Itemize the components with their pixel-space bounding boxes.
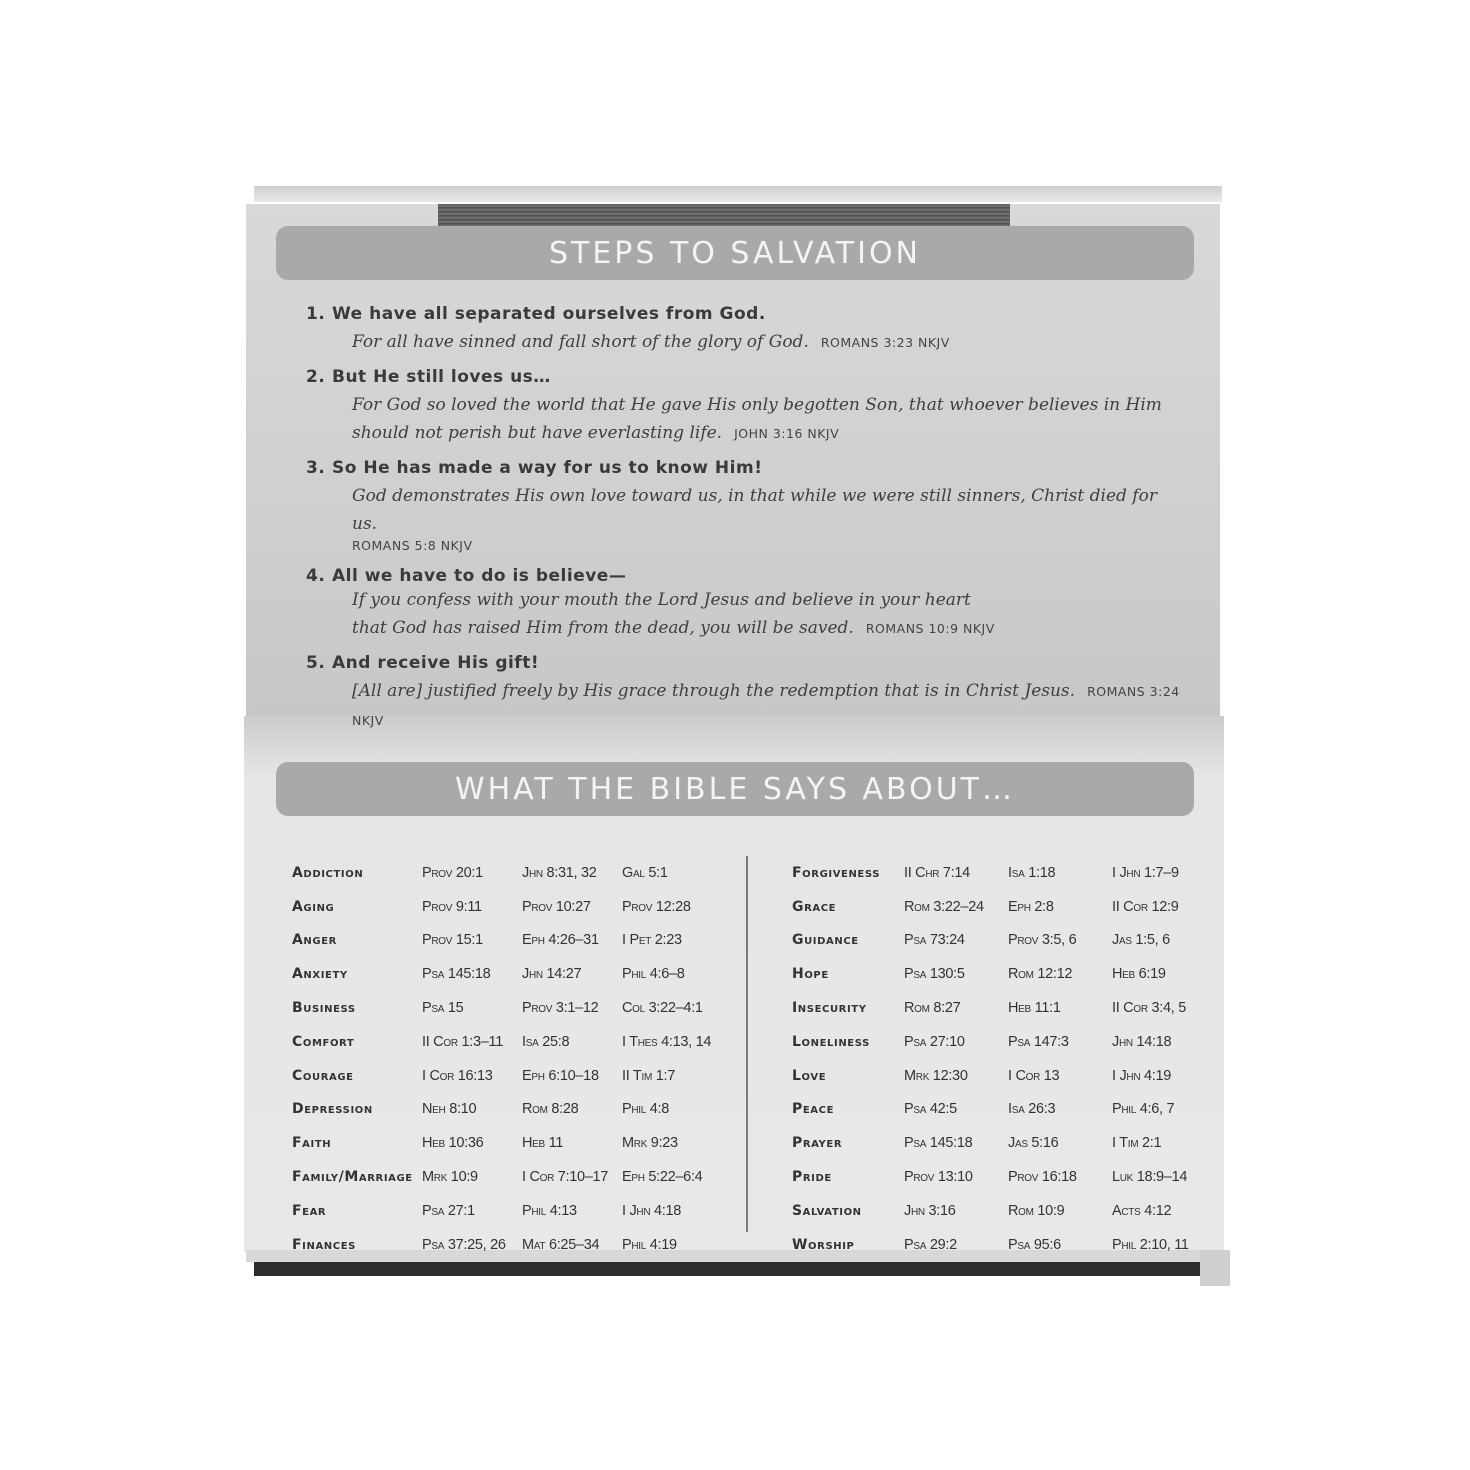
topic-row xyxy=(792,1160,1216,1194)
scripture-reference: Isa 25:8 xyxy=(522,1033,570,1050)
scripture-reference: Mat 6:25–34 xyxy=(522,1236,600,1253)
topic-name: Pride xyxy=(792,1169,832,1186)
scripture-reference: Prov 12:28 xyxy=(622,898,691,915)
scripture-reference: I Tim 2:1 xyxy=(1112,1135,1162,1152)
topic-row xyxy=(792,1228,1216,1262)
step-heading xyxy=(306,367,1186,387)
topic-row xyxy=(792,1059,1216,1093)
column-divider xyxy=(746,856,748,1232)
topic-row xyxy=(292,1059,722,1093)
verse xyxy=(306,482,1186,554)
scripture-reference: Jas 5:16 xyxy=(1008,1135,1059,1152)
scripture-reference: I Thes 4:13, 14 xyxy=(622,1033,712,1050)
scripture-reference: I Jhn 1:7–9 xyxy=(1112,864,1179,881)
scripture-reference: Rom 8:28 xyxy=(522,1101,579,1118)
verse-line: If you confess with your mouth the Lord Jesus and believe in your heart xyxy=(352,590,971,610)
scripture-reference: Eph 6:10–18 xyxy=(522,1067,599,1084)
topic-name: Forgiveness xyxy=(792,864,881,881)
scripture-reference: I Cor 7:10–17 xyxy=(522,1169,609,1186)
scripture-reference: Col 3:22–4:1 xyxy=(622,1000,703,1017)
scripture-reference: Jhn 14:18 xyxy=(1112,1033,1172,1050)
topic-name: Family/Marriage xyxy=(292,1169,413,1186)
verse-line: God demonstrates His own love toward us, in that while we were still sinners, Christ died for us. xyxy=(352,486,1157,534)
scripture-reference: Mrk 12:30 xyxy=(904,1067,968,1084)
step-heading-text: So He has made a way for us to know Him! xyxy=(332,458,763,478)
scripture-reference: I Jhn 4:19 xyxy=(1112,1067,1172,1084)
scripture-reference: Phil 2:10, 11 xyxy=(1112,1236,1189,1253)
topic-name: Salvation xyxy=(792,1202,862,1219)
step-number: 1. xyxy=(306,304,326,324)
topic-row xyxy=(792,1194,1216,1228)
topic-row xyxy=(292,890,722,924)
topics-table xyxy=(292,856,1192,1253)
scripture-reference: Heb 10:36 xyxy=(422,1135,484,1152)
topic-name: Business xyxy=(292,1000,356,1017)
scripture-reference: Psa 95:6 xyxy=(1008,1236,1061,1253)
topic-row xyxy=(792,991,1216,1025)
step-heading xyxy=(306,304,1186,324)
verse-line: For all have sinned and fall short of the glory of God. xyxy=(352,332,809,352)
scripture-reference: Phil 4:19 xyxy=(622,1236,677,1253)
topic-row xyxy=(792,1093,1216,1127)
topic-name: Insecurity xyxy=(792,1000,867,1017)
step-heading xyxy=(306,653,1186,673)
scripture-reference: Prov 10:27 xyxy=(522,898,591,915)
verse-line: For God so loved the world that He gave His only begotten Son, that whoever believes in Him xyxy=(352,395,1162,415)
scripture-reference: Acts 4:12 xyxy=(1112,1202,1172,1219)
scripture-reference: Jhn 8:31, 32 xyxy=(522,864,597,881)
scripture-reference: I Jhn 4:18 xyxy=(622,1202,682,1219)
verse-reference: ROMANS 3:23 NKJV xyxy=(820,335,950,350)
topics-column-left xyxy=(292,856,722,1262)
scripture-reference: Isa 1:18 xyxy=(1008,864,1056,881)
scripture-reference: Mrk 9:23 xyxy=(622,1135,678,1152)
topic-row xyxy=(292,1160,722,1194)
scripture-reference: Neh 8:10 xyxy=(422,1101,477,1118)
verse-line: [All are] justified freely by His grace through the redemption that is in Christ Jesus. xyxy=(352,681,1076,701)
topic-name: Faith xyxy=(292,1135,332,1152)
topic-name: Fear xyxy=(292,1202,327,1219)
topic-name: Courage xyxy=(292,1067,354,1084)
topic-name: Aging xyxy=(292,898,335,915)
verse-line: that God has raised Him from the dead, you will be saved. xyxy=(352,618,854,638)
verse xyxy=(306,328,1186,357)
cover-edge xyxy=(254,1262,1228,1276)
scripture-reference: Psa 27:1 xyxy=(422,1202,475,1219)
topic-name: Guidance xyxy=(792,932,859,949)
scripture-reference: Gal 5:1 xyxy=(622,864,668,881)
topics-column-right xyxy=(792,856,1216,1262)
scripture-reference: Rom 12:12 xyxy=(1008,966,1073,983)
scripture-reference: Psa 15 xyxy=(422,1000,464,1017)
verse-line: should not perish but have everlasting life. xyxy=(352,423,723,443)
topic-name: Worship xyxy=(792,1236,855,1253)
scripture-reference: Rom 10:9 xyxy=(1008,1202,1065,1219)
scripture-reference: Luk 18:9–14 xyxy=(1112,1169,1188,1186)
scripture-reference: Heb 11:1 xyxy=(1008,1000,1061,1017)
topic-name: Prayer xyxy=(792,1135,843,1152)
scripture-reference: Prov 3:5, 6 xyxy=(1008,932,1077,949)
salvation-title: STEPS TO SALVATION xyxy=(276,226,1194,280)
step-item xyxy=(306,304,1186,357)
topic-row xyxy=(292,1194,722,1228)
scripture-reference: II Cor 3:4, 5 xyxy=(1112,1000,1186,1017)
verse xyxy=(306,391,1186,448)
scripture-reference: Prov 13:10 xyxy=(904,1169,973,1186)
step-item xyxy=(306,458,1186,554)
verse-reference: ROMANS 10:9 NKJV xyxy=(865,621,995,636)
scripture-reference: Psa 27:10 xyxy=(904,1033,965,1050)
scripture-reference: Phil 4:6, 7 xyxy=(1112,1101,1175,1118)
page-edge-top xyxy=(254,186,1222,202)
scripture-reference: Phil 4:8 xyxy=(622,1101,670,1118)
scripture-reference: Eph 4:26–31 xyxy=(522,932,599,949)
scripture-reference: II Cor 1:3–11 xyxy=(422,1033,503,1050)
step-item xyxy=(306,653,1186,735)
scripture-reference: Psa 145:18 xyxy=(904,1135,973,1152)
topic-row xyxy=(792,1126,1216,1160)
scripture-reference: Heb 11 xyxy=(522,1135,564,1152)
topic-row xyxy=(792,924,1216,958)
scripture-reference: Psa 29:2 xyxy=(904,1236,957,1253)
topic-name: Addiction xyxy=(292,864,364,881)
step-number: 2. xyxy=(306,367,326,387)
topic-row xyxy=(292,957,722,991)
scripture-reference: Prov 20:1 xyxy=(422,864,483,881)
scripture-reference: II Cor 12:9 xyxy=(1112,898,1179,915)
scripture-reference: Phil 4:6–8 xyxy=(622,966,685,983)
topic-name: Peace xyxy=(792,1101,835,1118)
step-number: 4. xyxy=(306,566,326,586)
topic-name: Loneliness xyxy=(792,1033,870,1050)
step-number: 5. xyxy=(306,653,326,673)
topic-row xyxy=(292,1025,722,1059)
scripture-reference: Psa 73:24 xyxy=(904,932,965,949)
step-heading-text: All we have to do is believe— xyxy=(332,566,627,586)
topic-name: Comfort xyxy=(292,1033,355,1050)
scripture-reference: I Cor 13 xyxy=(1008,1067,1060,1084)
scripture-reference: Phil 4:13 xyxy=(522,1202,577,1219)
scripture-reference: Rom 8:27 xyxy=(904,1000,961,1017)
scripture-reference: Prov 9:11 xyxy=(422,898,482,915)
step-item xyxy=(306,367,1186,448)
verse-reference: ROMANS 5:8 NKJV xyxy=(352,538,473,553)
topic-row xyxy=(292,991,722,1025)
topic-name: Anxiety xyxy=(292,966,348,983)
scripture-reference: Eph 5:22–6:4 xyxy=(622,1169,703,1186)
topic-row xyxy=(292,1228,722,1262)
scripture-reference: Jas 1:5, 6 xyxy=(1112,932,1170,949)
scripture-reference: Heb 6:19 xyxy=(1112,966,1166,983)
topic-row xyxy=(292,856,722,890)
scripture-reference: Eph 2:8 xyxy=(1008,898,1054,915)
scripture-reference: I Pet 2:23 xyxy=(622,932,682,949)
step-heading-text: We have all separated ourselves from God. xyxy=(332,304,766,324)
scripture-reference: Mrk 10:9 xyxy=(422,1169,478,1186)
topic-name: Anger xyxy=(292,932,337,949)
scripture-reference: Psa 130:5 xyxy=(904,966,965,983)
verse xyxy=(306,677,1186,735)
topic-row xyxy=(792,1025,1216,1059)
step-heading-text: And receive His gift! xyxy=(332,653,540,673)
topic-row xyxy=(792,957,1216,991)
step-number: 3. xyxy=(306,458,326,478)
scripture-reference: Prov 16:18 xyxy=(1008,1169,1077,1186)
verse xyxy=(306,586,1186,643)
scripture-reference: Rom 3:22–24 xyxy=(904,898,984,915)
scripture-reference: II Tim 1:7 xyxy=(622,1067,675,1084)
bible-says-title: WHAT THE BIBLE SAYS ABOUT… xyxy=(276,762,1194,816)
scripture-reference: Psa 37:25, 26 xyxy=(422,1236,506,1253)
topic-name: Hope xyxy=(792,966,829,983)
scripture-reference: II Chr 7:14 xyxy=(904,864,970,881)
topic-row xyxy=(792,890,1216,924)
scripture-reference: Psa 145:18 xyxy=(422,966,491,983)
scripture-reference: Prov 3:1–12 xyxy=(522,1000,599,1017)
step-heading-text: But He still loves us… xyxy=(332,367,551,387)
step-item xyxy=(306,566,1186,643)
step-heading xyxy=(306,458,1186,478)
topic-name: Grace xyxy=(792,898,837,915)
topic-row xyxy=(292,1126,722,1160)
verse-reference: ROMANS 3:24 NKJV xyxy=(352,684,1180,728)
topic-name: Finances xyxy=(292,1236,356,1253)
topic-name: Depression xyxy=(292,1101,373,1118)
topic-row xyxy=(292,1093,722,1127)
topic-row xyxy=(292,924,722,958)
scripture-reference: I Cor 16:13 xyxy=(422,1067,493,1084)
verse-reference: JOHN 3:16 NKJV xyxy=(734,426,840,441)
scripture-reference: Psa 42:5 xyxy=(904,1101,957,1118)
salvation-steps xyxy=(306,304,1186,735)
scripture-reference: Prov 15:1 xyxy=(422,932,483,949)
scripture-reference: Jhn 3:16 xyxy=(904,1202,956,1219)
scripture-reference: Isa 26:3 xyxy=(1008,1101,1056,1118)
topic-name: Love xyxy=(792,1067,827,1084)
scripture-reference: Jhn 14:27 xyxy=(522,966,582,983)
topic-row xyxy=(792,856,1216,890)
booklet xyxy=(240,186,1232,1290)
scripture-reference: Psa 147:3 xyxy=(1008,1033,1069,1050)
step-heading xyxy=(306,566,1186,586)
